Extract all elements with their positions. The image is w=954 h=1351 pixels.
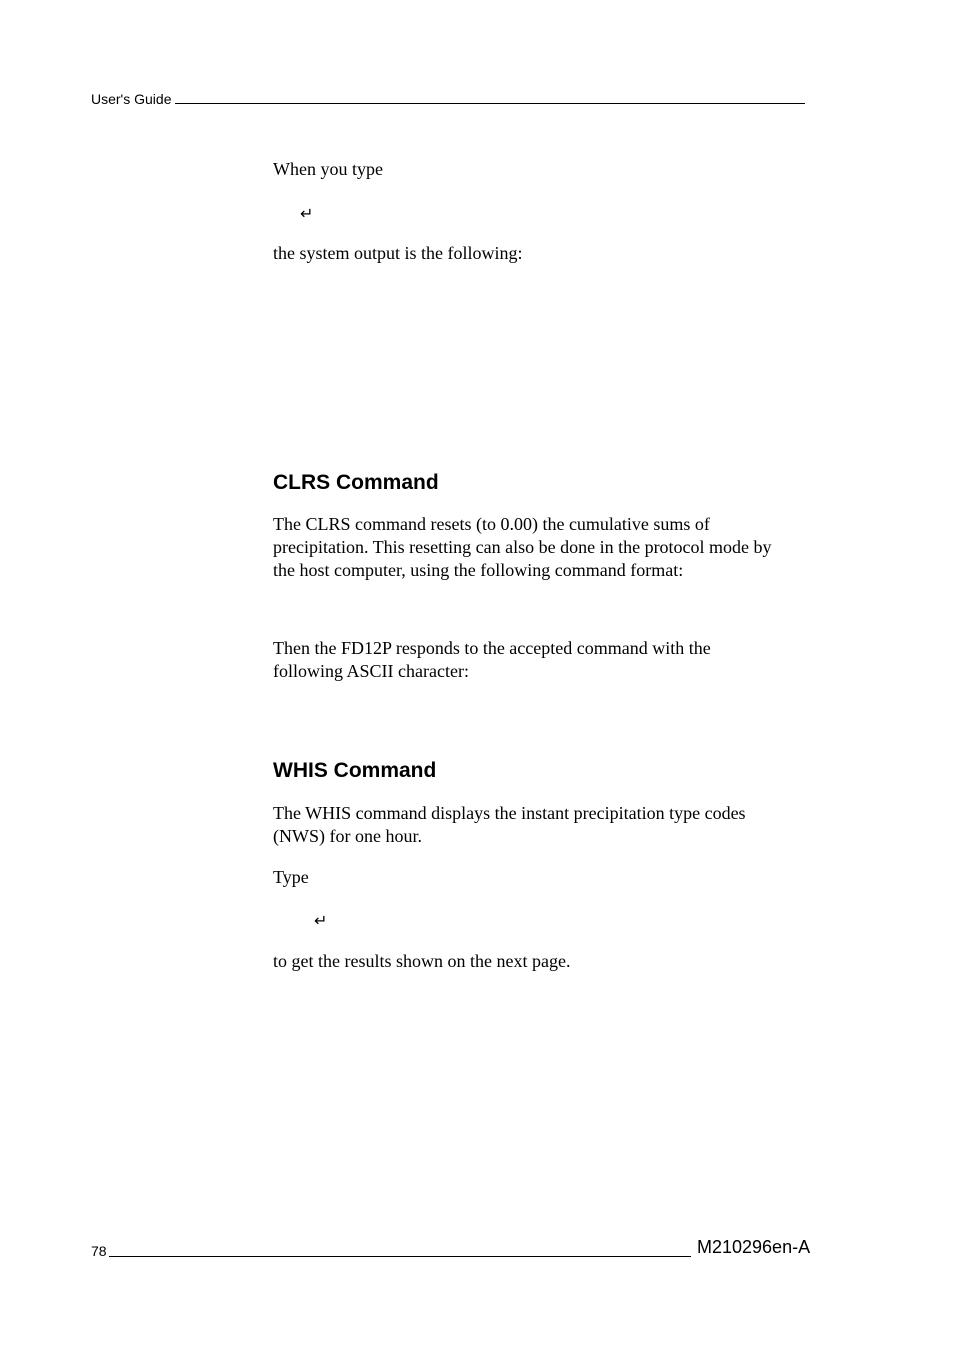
- page-number: 78: [91, 1243, 107, 1259]
- whis-type-label: Type: [273, 867, 309, 887]
- clrs-paragraph-2-line-1: Then the FD12P responds to the accepted command with the: [273, 638, 711, 658]
- document-code: M210296en-A: [697, 1237, 811, 1257]
- running-header: [91, 90, 805, 108]
- whis-paragraph-1-line-2: (NWS) for one hour.: [273, 826, 422, 846]
- intro-paragraph-1: When you type: [273, 159, 383, 179]
- clrs-heading: CLRS Command: [273, 471, 439, 494]
- intro-paragraph-2: the system output is the following:: [273, 243, 523, 263]
- header-rule: [175, 103, 805, 104]
- enter-key-icon-2: ↵: [314, 911, 328, 930]
- footer-rule: [109, 1256, 691, 1257]
- whis-paragraph-1-line-1: The WHIS command displays the instant precipitation type codes: [273, 803, 746, 823]
- clrs-paragraph-1-line-2: precipitation. This resetting can also be done in the protocol mode by: [273, 537, 772, 557]
- running-title: User's Guide: [91, 91, 172, 107]
- whis-paragraph-2: to get the results shown on the next page.: [273, 951, 571, 971]
- clrs-paragraph-2-line-2: following ASCII character:: [273, 661, 469, 681]
- enter-key-icon: ↵: [300, 204, 314, 223]
- clrs-paragraph-1-line-3: the host computer, using the following command format:: [273, 560, 684, 580]
- clrs-paragraph-1-line-1: The CLRS command resets (to 0.00) the cumulative sums of: [273, 514, 710, 534]
- whis-heading: WHIS Command: [273, 759, 437, 782]
